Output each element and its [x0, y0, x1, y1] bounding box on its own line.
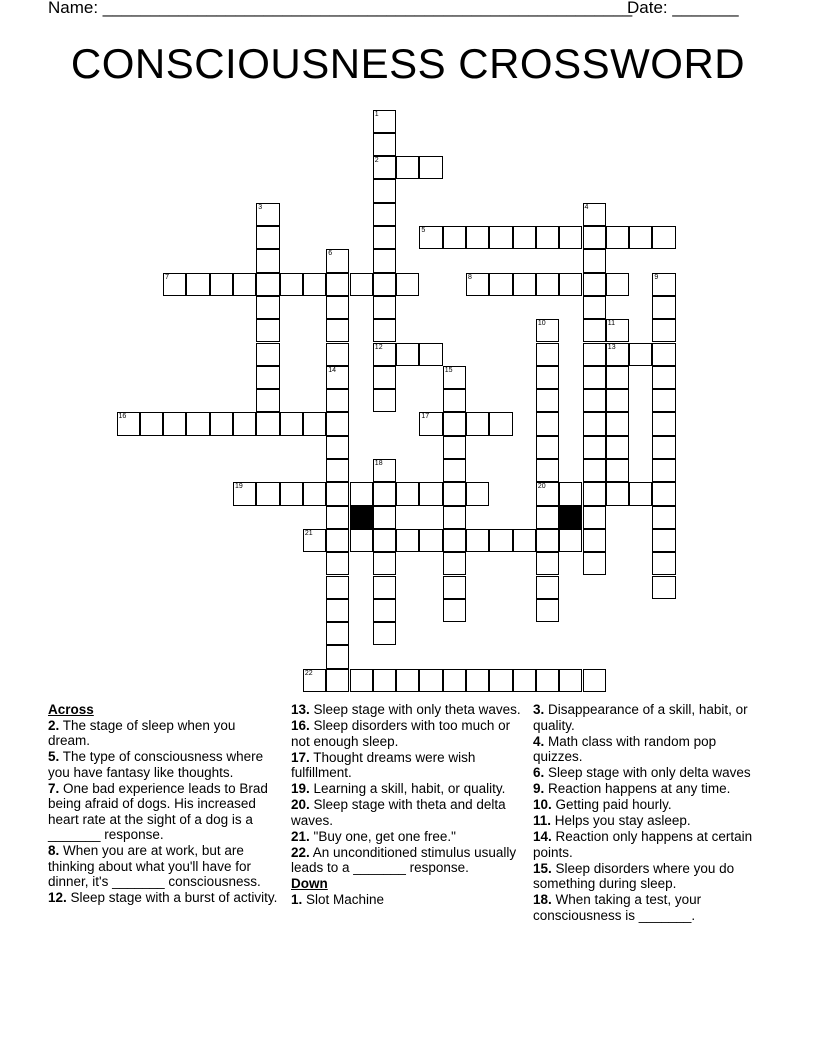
- grid-cell[interactable]: [606, 319, 629, 342]
- grid-cell[interactable]: [583, 506, 606, 529]
- clue-item: [291, 829, 523, 845]
- grid-cell[interactable]: [652, 273, 675, 296]
- clue-number: 5: [421, 227, 426, 234]
- clue-item-number: 15.: [533, 860, 552, 876]
- grid-cell[interactable]: [652, 389, 675, 412]
- grid-cell[interactable]: [303, 482, 326, 505]
- grid-cell[interactable]: [559, 226, 582, 249]
- grid-cell[interactable]: [583, 669, 606, 692]
- clue-item-number: 5.: [48, 749, 60, 764]
- black-cell: [559, 506, 582, 529]
- clue-item-text: The type of consciousness where you have fantasy like thoughts.: [48, 749, 264, 780]
- section-heading: Down: [291, 876, 328, 891]
- clue-item: [48, 749, 280, 780]
- grid-cell[interactable]: [536, 343, 559, 366]
- clues-column-3: [533, 702, 765, 924]
- clue-number: 15: [444, 366, 453, 374]
- grid-cell[interactable]: [559, 529, 582, 552]
- clue-number: 4: [584, 203, 589, 211]
- grid-cell[interactable]: [606, 412, 629, 435]
- grid-cell[interactable]: [652, 506, 675, 529]
- grid-cell[interactable]: [536, 459, 559, 482]
- clue-item-number: 16.: [291, 718, 310, 733]
- grid-cell[interactable]: [396, 529, 419, 552]
- clue-item: [291, 750, 523, 781]
- grid-cell[interactable]: [583, 459, 606, 482]
- grid-cell[interactable]: [373, 506, 396, 529]
- grid-cell[interactable]: [606, 226, 629, 249]
- grid-cell[interactable]: [513, 226, 536, 249]
- grid-cell[interactable]: [559, 669, 582, 692]
- grid-cell[interactable]: [583, 296, 606, 319]
- grid-cell[interactable]: [652, 319, 675, 342]
- clues-column-1: [48, 702, 280, 906]
- grid-cell[interactable]: [396, 273, 419, 296]
- clue-item-text: Sleep stage with theta and delta waves.: [291, 797, 506, 828]
- grid-cell[interactable]: [280, 273, 303, 296]
- clue-item-number: 11.: [533, 813, 552, 828]
- grid-cell[interactable]: [536, 482, 559, 505]
- clue-item-number: 19.: [291, 781, 310, 796]
- clue-item: [48, 781, 280, 843]
- clue-item-text: When taking a test, your consciousness is _______.: [533, 892, 702, 923]
- clue-number: 6: [328, 250, 333, 258]
- grid-cell[interactable]: [629, 343, 652, 366]
- clue-number: 9: [654, 273, 659, 281]
- grid-cell[interactable]: [373, 459, 396, 482]
- grid-cell[interactable]: [536, 576, 559, 599]
- grid-cell[interactable]: [326, 576, 349, 599]
- grid-cell[interactable]: [186, 412, 209, 435]
- grid-cell[interactable]: [583, 552, 606, 575]
- clue-item-text: Helps you stay asleep.: [551, 813, 691, 828]
- grid-cell[interactable]: [652, 459, 675, 482]
- grid-cell[interactable]: [652, 366, 675, 389]
- clue-number: 16: [118, 413, 127, 421]
- grid-cell[interactable]: [256, 366, 279, 389]
- clue-item: [533, 765, 765, 781]
- grid-cell[interactable]: [256, 319, 279, 342]
- clue-number: 2: [374, 157, 379, 165]
- grid-cell[interactable]: [326, 296, 349, 319]
- grid-cell[interactable]: [466, 226, 489, 249]
- clue-item-text: Reaction only happens at certain points.: [533, 829, 753, 860]
- grid-cell[interactable]: [350, 529, 373, 552]
- grid-cell[interactable]: [536, 412, 559, 435]
- clue-number: 12: [374, 343, 383, 351]
- grid-cell[interactable]: [326, 343, 349, 366]
- clue-item-number: 4.: [533, 733, 545, 749]
- clue-item-text: Sleep stage with only delta waves: [544, 765, 751, 780]
- grid-cell[interactable]: [373, 343, 396, 366]
- grid-cell[interactable]: [373, 669, 396, 692]
- grid-cell[interactable]: [256, 203, 279, 226]
- grid-cell[interactable]: [536, 273, 559, 296]
- grid-cell[interactable]: [163, 273, 186, 296]
- grid-cell[interactable]: [280, 412, 303, 435]
- clue-item-text: Reaction happens at any time.: [544, 781, 731, 796]
- clue-item-number: 7.: [48, 780, 60, 796]
- grid-cell[interactable]: [396, 343, 419, 366]
- grid-cell[interactable]: [466, 412, 489, 435]
- clue-item-number: 21.: [291, 828, 310, 844]
- grid-cell[interactable]: [606, 459, 629, 482]
- grid-cell[interactable]: [443, 669, 466, 692]
- clue-item: [291, 781, 523, 797]
- grid-cell[interactable]: [606, 482, 629, 505]
- grid-cell[interactable]: [606, 343, 629, 366]
- grid-cell[interactable]: [583, 343, 606, 366]
- grid-cell[interactable]: [443, 576, 466, 599]
- grid-cell[interactable]: [326, 482, 349, 505]
- clue-item: [533, 861, 765, 892]
- clue-item-number: 13.: [291, 702, 310, 717]
- grid-cell[interactable]: [536, 226, 559, 249]
- clue-number: 22: [304, 669, 313, 677]
- clue-number: 10: [537, 320, 546, 328]
- clue-item: [291, 845, 523, 876]
- clue-item-text: The stage of sleep when you dream.: [48, 717, 236, 748]
- clue-item: [533, 797, 765, 813]
- clue-item: [533, 892, 765, 923]
- grid-cell[interactable]: [419, 482, 442, 505]
- grid-cell[interactable]: [303, 529, 326, 552]
- clue-item: [48, 718, 280, 749]
- clue-item-number: 20.: [291, 797, 310, 812]
- grid-cell[interactable]: [513, 273, 536, 296]
- grid-cell[interactable]: [256, 389, 279, 412]
- clue-number: 14: [328, 366, 336, 374]
- clue-item-number: 2.: [48, 717, 60, 733]
- grid-cell[interactable]: [583, 529, 606, 552]
- grid-cell[interactable]: [233, 482, 256, 505]
- grid-cell[interactable]: [466, 529, 489, 552]
- clue-item-number: 1.: [291, 891, 303, 907]
- grid-cell[interactable]: [629, 482, 652, 505]
- grid-cell[interactable]: [583, 249, 606, 272]
- grid-cell[interactable]: [350, 482, 373, 505]
- clue-item-text: One bad experience leads to Brad being afraid of dogs. His increased heart rate at the sight of a dog is a _______ response.: [48, 780, 268, 842]
- clues-column-2: [291, 702, 523, 908]
- grid-cell[interactable]: [373, 482, 396, 505]
- grid-cell[interactable]: [256, 482, 279, 505]
- grid-cell[interactable]: [210, 273, 233, 296]
- grid-cell[interactable]: [536, 599, 559, 622]
- grid-cell[interactable]: [466, 273, 489, 296]
- grid-cell[interactable]: [583, 482, 606, 505]
- black-cell: [350, 506, 373, 529]
- grid-cell[interactable]: [652, 343, 675, 366]
- grid-cell[interactable]: [466, 482, 489, 505]
- grid-cell[interactable]: [419, 343, 442, 366]
- clue-item-number: 9.: [533, 781, 545, 796]
- clue-item-text: When you are at work, but are thinking about what you'll have for dinner, it's _______ consciousness.: [48, 843, 261, 889]
- grid-cell[interactable]: [256, 343, 279, 366]
- grid-cell[interactable]: [373, 133, 396, 156]
- grid-cell[interactable]: [652, 226, 675, 249]
- grid-cell[interactable]: [583, 319, 606, 342]
- clue-item-number: 10.: [533, 797, 552, 812]
- clue-item-text: Getting paid hourly.: [551, 797, 672, 812]
- grid-cell[interactable]: [373, 319, 396, 342]
- clue-item-number: 12.: [48, 890, 67, 905]
- grid-cell[interactable]: [303, 412, 326, 435]
- grid-cell[interactable]: [326, 412, 349, 435]
- grid-cell[interactable]: [373, 203, 396, 226]
- clue-item-number: 8.: [48, 843, 60, 858]
- grid-cell[interactable]: [256, 226, 279, 249]
- grid-cell[interactable]: [443, 366, 466, 389]
- grid-cell[interactable]: [652, 482, 675, 505]
- grid-cell[interactable]: [489, 226, 512, 249]
- grid-cell[interactable]: [443, 459, 466, 482]
- clue-item: [533, 781, 765, 797]
- grid-cell[interactable]: [373, 110, 396, 133]
- grid-cell[interactable]: [280, 482, 303, 505]
- grid-cell[interactable]: [583, 226, 606, 249]
- grid-cell[interactable]: [163, 412, 186, 435]
- grid-cell[interactable]: [443, 226, 466, 249]
- grid-cell[interactable]: [466, 669, 489, 692]
- clue-number: 18: [374, 460, 383, 467]
- clue-item: [291, 892, 523, 908]
- grid-cell[interactable]: [583, 273, 606, 296]
- grid-cell[interactable]: [373, 366, 396, 389]
- grid-cell[interactable]: [559, 482, 582, 505]
- grid-cell[interactable]: [583, 366, 606, 389]
- grid-cell[interactable]: [373, 622, 396, 645]
- clue-number: 21: [304, 529, 313, 537]
- grid-cell[interactable]: [606, 436, 629, 459]
- grid-cell[interactable]: [373, 226, 396, 249]
- grid-cell[interactable]: [443, 552, 466, 575]
- grid-cell[interactable]: [629, 226, 652, 249]
- grid-cell[interactable]: [419, 669, 442, 692]
- grid-cell[interactable]: [606, 273, 629, 296]
- grid-cell[interactable]: [210, 412, 233, 435]
- clue-number: 7: [165, 273, 169, 281]
- grid-cell[interactable]: [326, 436, 349, 459]
- clue-number: 11: [607, 320, 616, 328]
- grid-cell[interactable]: [652, 552, 675, 575]
- grid-cell[interactable]: [443, 482, 466, 505]
- grid-cell[interactable]: [583, 436, 606, 459]
- grid-cell[interactable]: [443, 412, 466, 435]
- grid-cell[interactable]: [489, 412, 512, 435]
- clue-number: 20: [537, 483, 546, 491]
- clue-item-text: Sleep stage with a burst of activity.: [66, 890, 278, 905]
- grid-cell[interactable]: [373, 599, 396, 622]
- grid-cell[interactable]: [303, 273, 326, 296]
- clue-item-text: Slot Machine: [302, 891, 385, 907]
- grid-cell[interactable]: [373, 273, 396, 296]
- grid-cell[interactable]: [652, 412, 675, 435]
- grid-cell[interactable]: [350, 669, 373, 692]
- grid-cell[interactable]: [536, 506, 559, 529]
- grid-cell[interactable]: [536, 366, 559, 389]
- grid-cell[interactable]: [326, 622, 349, 645]
- grid-cell[interactable]: [326, 249, 349, 272]
- grid-cell[interactable]: [443, 599, 466, 622]
- clue-item-text: "Buy one, get one free.": [309, 828, 456, 844]
- clue-item-text: Sleep disorders with too much or not enough sleep.: [291, 718, 511, 749]
- grid-cell[interactable]: [419, 156, 442, 179]
- grid-cell[interactable]: [443, 529, 466, 552]
- grid-cell[interactable]: [489, 273, 512, 296]
- grid-cell[interactable]: [652, 529, 675, 552]
- grid-cell[interactable]: [652, 436, 675, 459]
- grid-cell[interactable]: [536, 319, 559, 342]
- grid-cell[interactable]: [583, 203, 606, 226]
- grid-cell[interactable]: [583, 389, 606, 412]
- grid-cell[interactable]: [373, 296, 396, 319]
- grid-cell[interactable]: [536, 389, 559, 412]
- grid-cell[interactable]: [559, 273, 582, 296]
- clue-item: [533, 702, 765, 733]
- grid-cell[interactable]: [256, 249, 279, 272]
- grid-cell[interactable]: [256, 296, 279, 319]
- clue-number: 17: [421, 413, 430, 421]
- clue-item-number: 18.: [533, 892, 552, 907]
- grid-cell[interactable]: [256, 273, 279, 296]
- clue-number: 8: [468, 273, 472, 281]
- grid-cell[interactable]: [373, 179, 396, 202]
- grid-cell[interactable]: [489, 529, 512, 552]
- clue-item-text: Disappearance of a skill, habit, or quality.: [533, 702, 748, 733]
- grid-cell[interactable]: [396, 482, 419, 505]
- grid-cell[interactable]: [326, 319, 349, 342]
- clue-item: [291, 718, 523, 749]
- grid-cell[interactable]: [117, 412, 140, 435]
- grid-cell[interactable]: [350, 273, 373, 296]
- grid-cell[interactable]: [373, 529, 396, 552]
- clue-item: [48, 890, 280, 906]
- clue-item-number: 17.: [291, 749, 310, 765]
- clue-item: [291, 702, 523, 718]
- clue-item-text: Thought dreams were wish fulfillment.: [291, 749, 476, 780]
- grid-cell[interactable]: [326, 506, 349, 529]
- grid-cell[interactable]: [606, 389, 629, 412]
- grid-cell[interactable]: [373, 156, 396, 179]
- grid-cell[interactable]: [536, 552, 559, 575]
- clue-item-number: 22.: [291, 844, 310, 860]
- clue-number: 13: [607, 343, 616, 351]
- grid-cell[interactable]: [326, 552, 349, 575]
- clue-item: [48, 843, 280, 890]
- clue-item-text: Sleep disorders where you do something during sleep.: [533, 860, 735, 891]
- grid-cell[interactable]: [326, 669, 349, 692]
- grid-cell[interactable]: [373, 249, 396, 272]
- grid-cell[interactable]: [326, 389, 349, 412]
- clue-item: [291, 797, 523, 828]
- grid-cell[interactable]: [536, 669, 559, 692]
- date-field: Date: _______: [627, 0, 739, 17]
- grid-cell[interactable]: [233, 412, 256, 435]
- name-field: Name: ________________________________________________________: [48, 0, 633, 17]
- clue-item-number: 3.: [533, 702, 545, 717]
- grid-cell[interactable]: [652, 576, 675, 599]
- clue-item: [533, 829, 765, 860]
- grid-cell[interactable]: [373, 552, 396, 575]
- clue-item: [533, 734, 765, 765]
- grid-cell[interactable]: [373, 389, 396, 412]
- grid-cell[interactable]: [326, 273, 349, 296]
- page-title: CONSCIOUSNESS CROSSWORD: [70, 40, 746, 87]
- grid-cell[interactable]: [326, 366, 349, 389]
- section-heading: Across: [48, 702, 94, 717]
- grid-cell[interactable]: [326, 645, 349, 668]
- grid-cell[interactable]: [513, 669, 536, 692]
- grid-cell[interactable]: [186, 273, 209, 296]
- grid-cell[interactable]: [373, 576, 396, 599]
- clue-item: [533, 813, 765, 829]
- grid-cell[interactable]: [233, 273, 256, 296]
- clue-item-text: Sleep stage with only theta waves.: [309, 702, 521, 717]
- grid-cell[interactable]: [419, 226, 442, 249]
- grid-cell[interactable]: [443, 506, 466, 529]
- grid-cell[interactable]: [489, 669, 512, 692]
- grid-cell[interactable]: [256, 412, 279, 435]
- clue-item-text: An unconditioned stimulus usually leads to a _______ response.: [291, 844, 517, 875]
- grid-cell[interactable]: [443, 436, 466, 459]
- grid-cell[interactable]: [326, 459, 349, 482]
- grid-cell[interactable]: [652, 296, 675, 319]
- grid-cell[interactable]: [396, 669, 419, 692]
- grid-cell[interactable]: [419, 412, 442, 435]
- clue-item-text: Learning a skill, habit, or quality.: [309, 781, 506, 796]
- clue-item-number: 6.: [533, 765, 545, 780]
- grid-cell[interactable]: [606, 366, 629, 389]
- clue-number: 1: [374, 110, 379, 118]
- grid-cell[interactable]: [303, 669, 326, 692]
- grid-cell[interactable]: [583, 412, 606, 435]
- clue-number: 19: [235, 483, 243, 491]
- grid-cell[interactable]: [536, 529, 559, 552]
- clue-item-text: Math class with random pop quizzes.: [533, 733, 717, 764]
- clue-item-number: 14.: [533, 829, 552, 844]
- grid-cell[interactable]: [326, 599, 349, 622]
- grid-cell[interactable]: [536, 436, 559, 459]
- grid-cell[interactable]: [326, 529, 349, 552]
- clue-number: 3: [258, 203, 263, 211]
- grid-cell[interactable]: [140, 412, 163, 435]
- grid-cell[interactable]: [443, 389, 466, 412]
- grid-cell[interactable]: [419, 529, 442, 552]
- grid-cell[interactable]: [513, 529, 536, 552]
- grid-cell[interactable]: [396, 156, 419, 179]
